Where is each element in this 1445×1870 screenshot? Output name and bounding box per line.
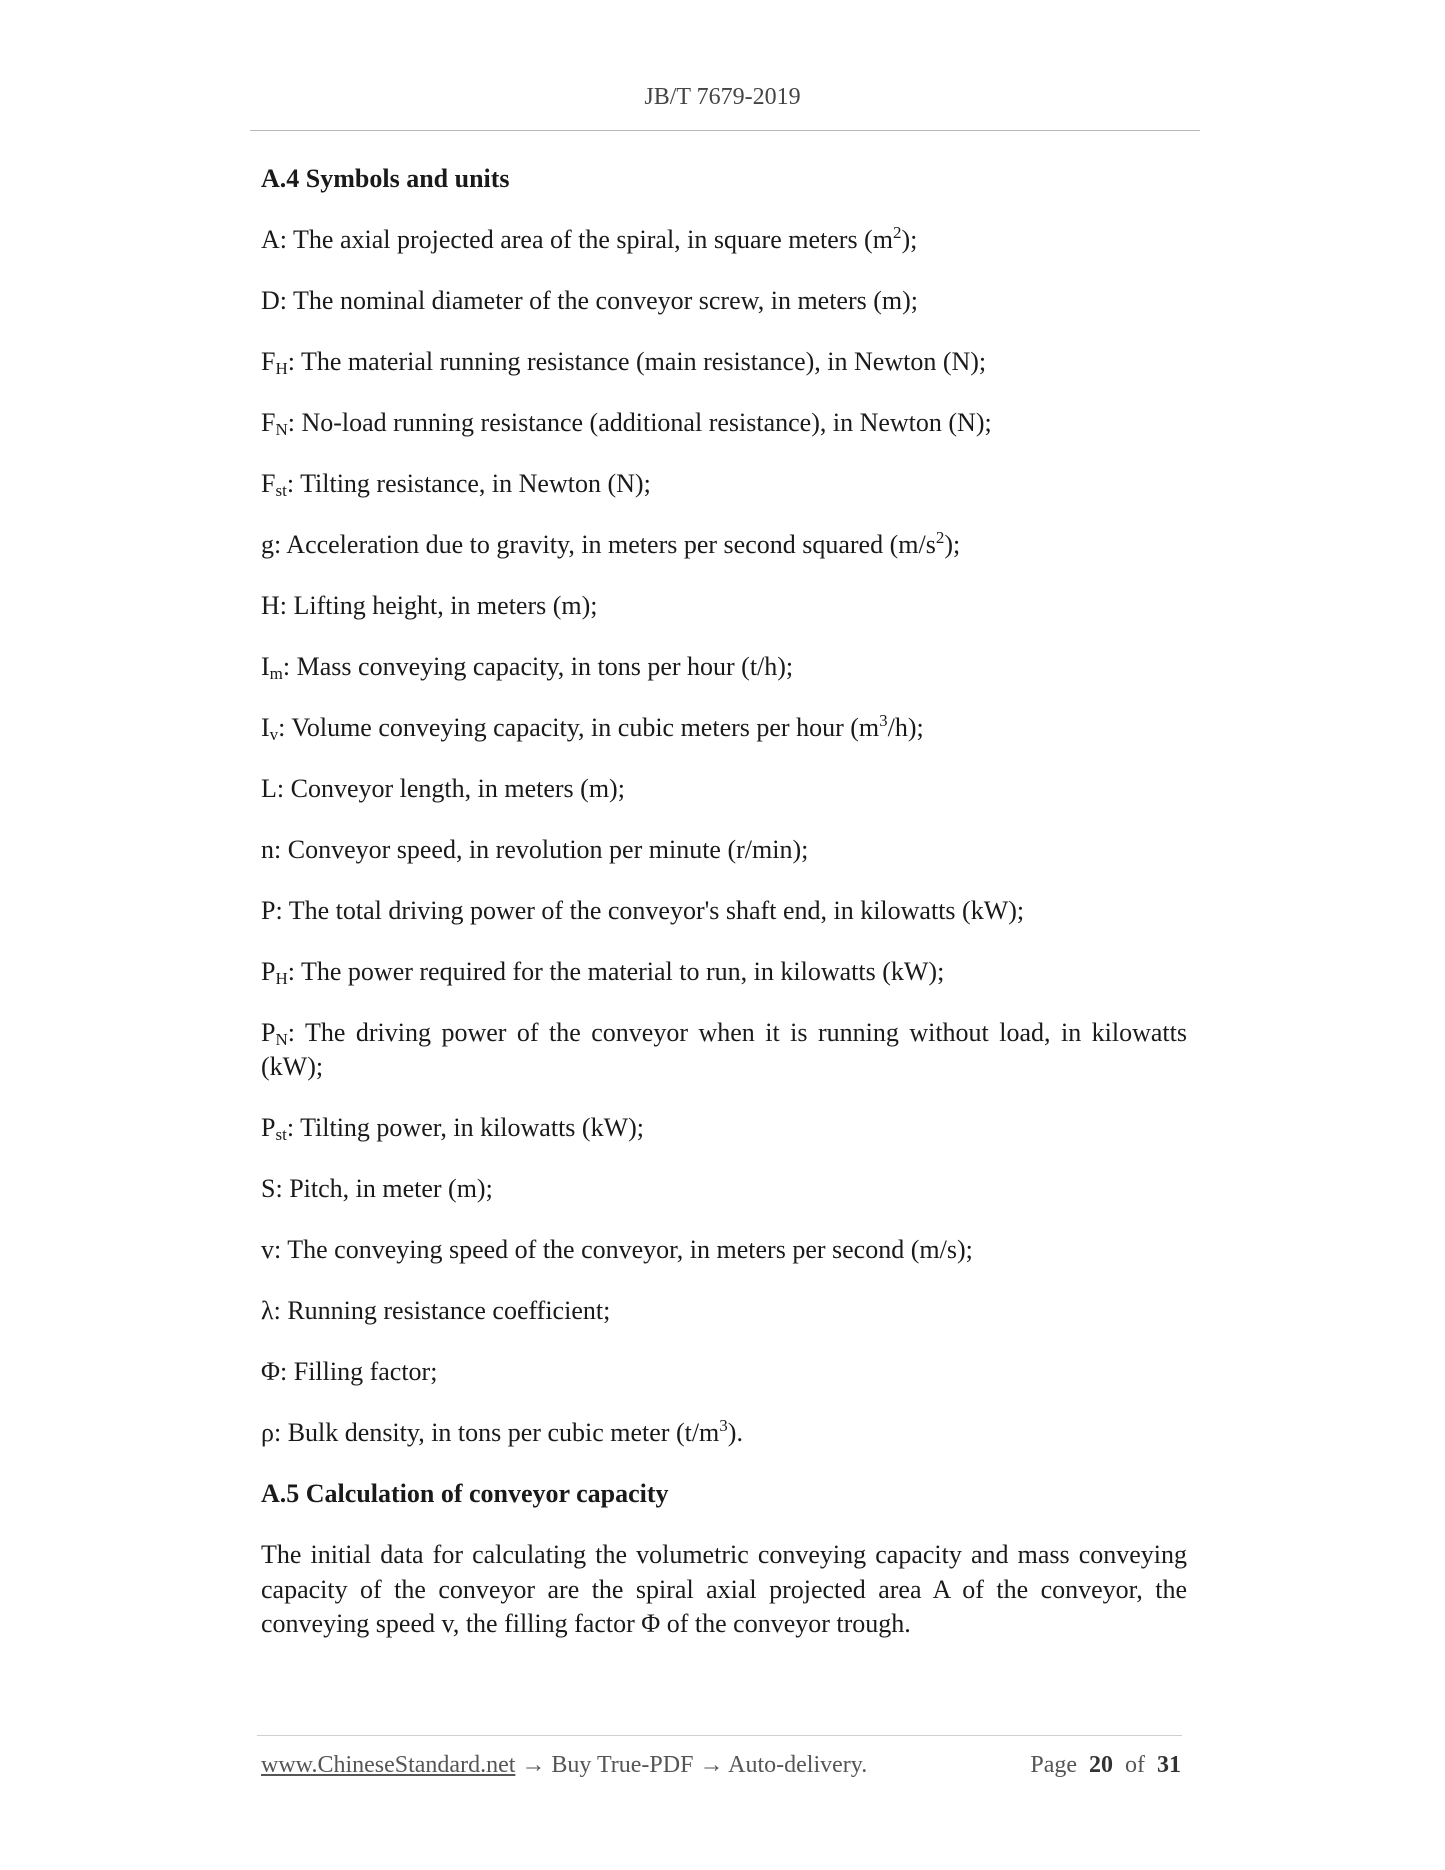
symbol-entry: $P_H$: The power required for the material to run, in kilowatts (kW); xyxy=(261,957,945,988)
site-link[interactable]: www.ChineseStandard.net xyxy=(261,1752,516,1778)
buy-pdf-text: Buy True-PDF xyxy=(551,1752,694,1778)
symbol-entry: $F_N$: No-load running resistance (additional resistance), in Newton (N); xyxy=(261,408,992,439)
symbol-entry: S: Pitch, in meter (m); xyxy=(261,1174,493,1203)
body-paragraph: The initial data for calculating the volumetric conveying capacity and mass conveying capacity of the conveyor are the spiral axial projected area A of the conveyor, the conveying speed v, the filling factor Φ of the conveyor trough. xyxy=(261,1540,1187,1638)
symbol-entry: λ: Running resistance coefficient; xyxy=(261,1296,611,1325)
page-body xyxy=(261,162,1187,1642)
section-heading-a5: A.5 Calculation of conveyor capacity xyxy=(261,1479,669,1508)
page-number: Page 20 of 31 xyxy=(1030,1752,1181,1778)
symbol-entry: g: Acceleration due to gravity, in meters per second squared $(m/s^2)$; xyxy=(261,528,961,559)
header-divider xyxy=(250,130,1200,131)
symbol-entry: ρ: Bulk density, in tons per cubic meter $(t/m^3)$. xyxy=(261,1416,743,1447)
symbol-entry: H: Lifting height, in meters (m); xyxy=(261,591,598,620)
page-footer xyxy=(261,1752,1181,1779)
symbol-entry: $I_m$: Mass conveying capacity, in tons per hour (t/h); xyxy=(261,652,794,683)
symbol-entry: $I_v$: Volume conveying capacity, in cubic meters per hour $(m^3/h)$; xyxy=(261,711,924,744)
symbol-entry: v: The conveying speed of the conveyor, in meters per second (m/s); xyxy=(261,1235,973,1264)
symbol-entry: $P_{st}$: Tilting power, in kilowatts (kW); xyxy=(261,1113,644,1144)
symbol-entry: $F_H$: The material running resistance (main resistance), in Newton (N); xyxy=(261,347,987,378)
symbol-entry: P: The total driving power of the conveyor's shaft end, in kilowatts (kW); xyxy=(261,896,1025,925)
symbol-entry: A: The axial projected area of the spiral, in square meters $(m^2)$; xyxy=(261,223,918,254)
arrow-icon: → xyxy=(699,1752,724,1778)
symbol-entry: $P_N$: The driving power of the conveyor when it is running without load, in kilowatts (kW); xyxy=(261,1018,1187,1081)
running-header: JB/T 7679-2019 xyxy=(644,84,801,110)
symbol-entry: Φ: Filling factor; xyxy=(261,1357,438,1386)
symbol-entry: D: The nominal diameter of the conveyor screw, in meters (m); xyxy=(261,286,919,315)
section-heading-a4: A.4 Symbols and units xyxy=(261,164,510,193)
delivery-text: Auto-delivery. xyxy=(728,1752,868,1778)
symbol-entry: $F_{st}$: Tilting resistance, in Newton (N); xyxy=(261,469,651,500)
symbol-entry: n: Conveyor speed, in revolution per minute (r/min); xyxy=(261,835,809,864)
arrow-icon: → xyxy=(521,1752,546,1778)
symbol-entry: L: Conveyor length, in meters (m); xyxy=(261,774,625,803)
footer-divider xyxy=(257,1735,1182,1736)
